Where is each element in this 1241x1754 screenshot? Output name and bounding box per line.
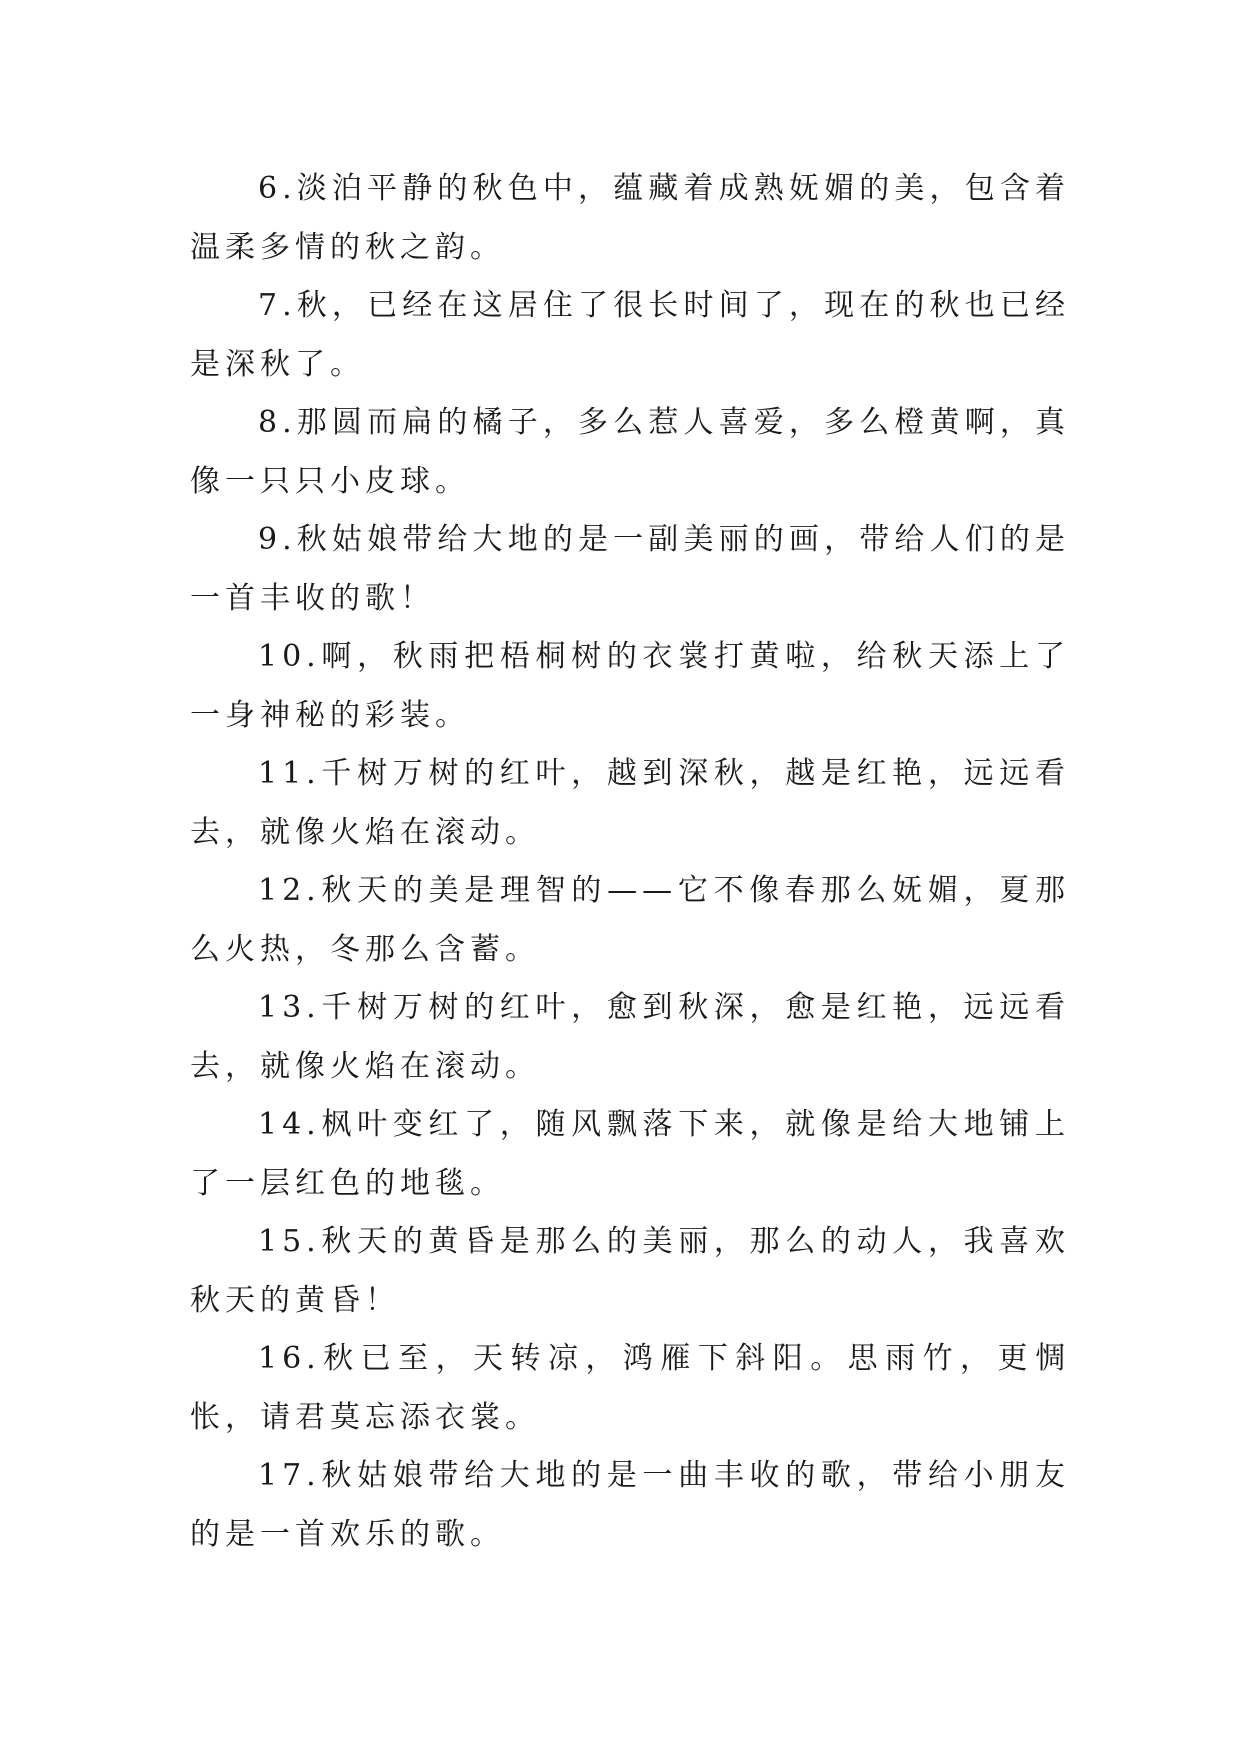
paragraph-15: 15.秋天的黄昏是那么的美丽，那么的动人，我喜欢秋天的黄昏！: [190, 1224, 1070, 1318]
paragraph-13: 13.千树万树的红叶，愈到秋深，愈是红艳，远远看去，就像火焰在滚动。: [190, 990, 1070, 1084]
paragraph-12: 12.秋天的美是理智的——它不像春那么妩媚，夏那么火热，冬那么含蓄。: [190, 873, 1070, 967]
paragraph-14: 14.枫叶变红了，随风飘落下来，就像是给大地铺上了一层红色的地毯。: [190, 1107, 1070, 1201]
paragraph-8: 8.那圆而扁的橘子，多么惹人喜爱，多么橙黄啊，真像一只只小皮球。: [190, 405, 1070, 499]
document-body: [190, 160, 1070, 1564]
paragraph-7: 7.秋，已经在这居住了很长时间了，现在的秋也已经是深秋了。: [190, 288, 1070, 382]
paragraph-17: 17.秋姑娘带给大地的是一曲丰收的歌，带给小朋友的是一首欢乐的歌。: [190, 1458, 1070, 1552]
paragraph-11: 11.千树万树的红叶，越到深秋，越是红艳，远远看去，就像火焰在滚动。: [190, 756, 1070, 850]
paragraph-10: 10.啊，秋雨把梧桐树的衣裳打黄啦，给秋天添上了一身神秘的彩装。: [190, 639, 1070, 733]
paragraph-9: 9.秋姑娘带给大地的是一副美丽的画，带给人们的是一首丰收的歌！: [190, 522, 1070, 616]
paragraph-6: 6.淡泊平静的秋色中，蕴藏着成熟妩媚的美，包含着温柔多情的秋之韵。: [190, 171, 1070, 265]
paragraph-16: 16.秋已至，天转凉，鸿雁下斜阳。思雨竹，更惆怅，请君莫忘添衣裳。: [190, 1341, 1070, 1435]
